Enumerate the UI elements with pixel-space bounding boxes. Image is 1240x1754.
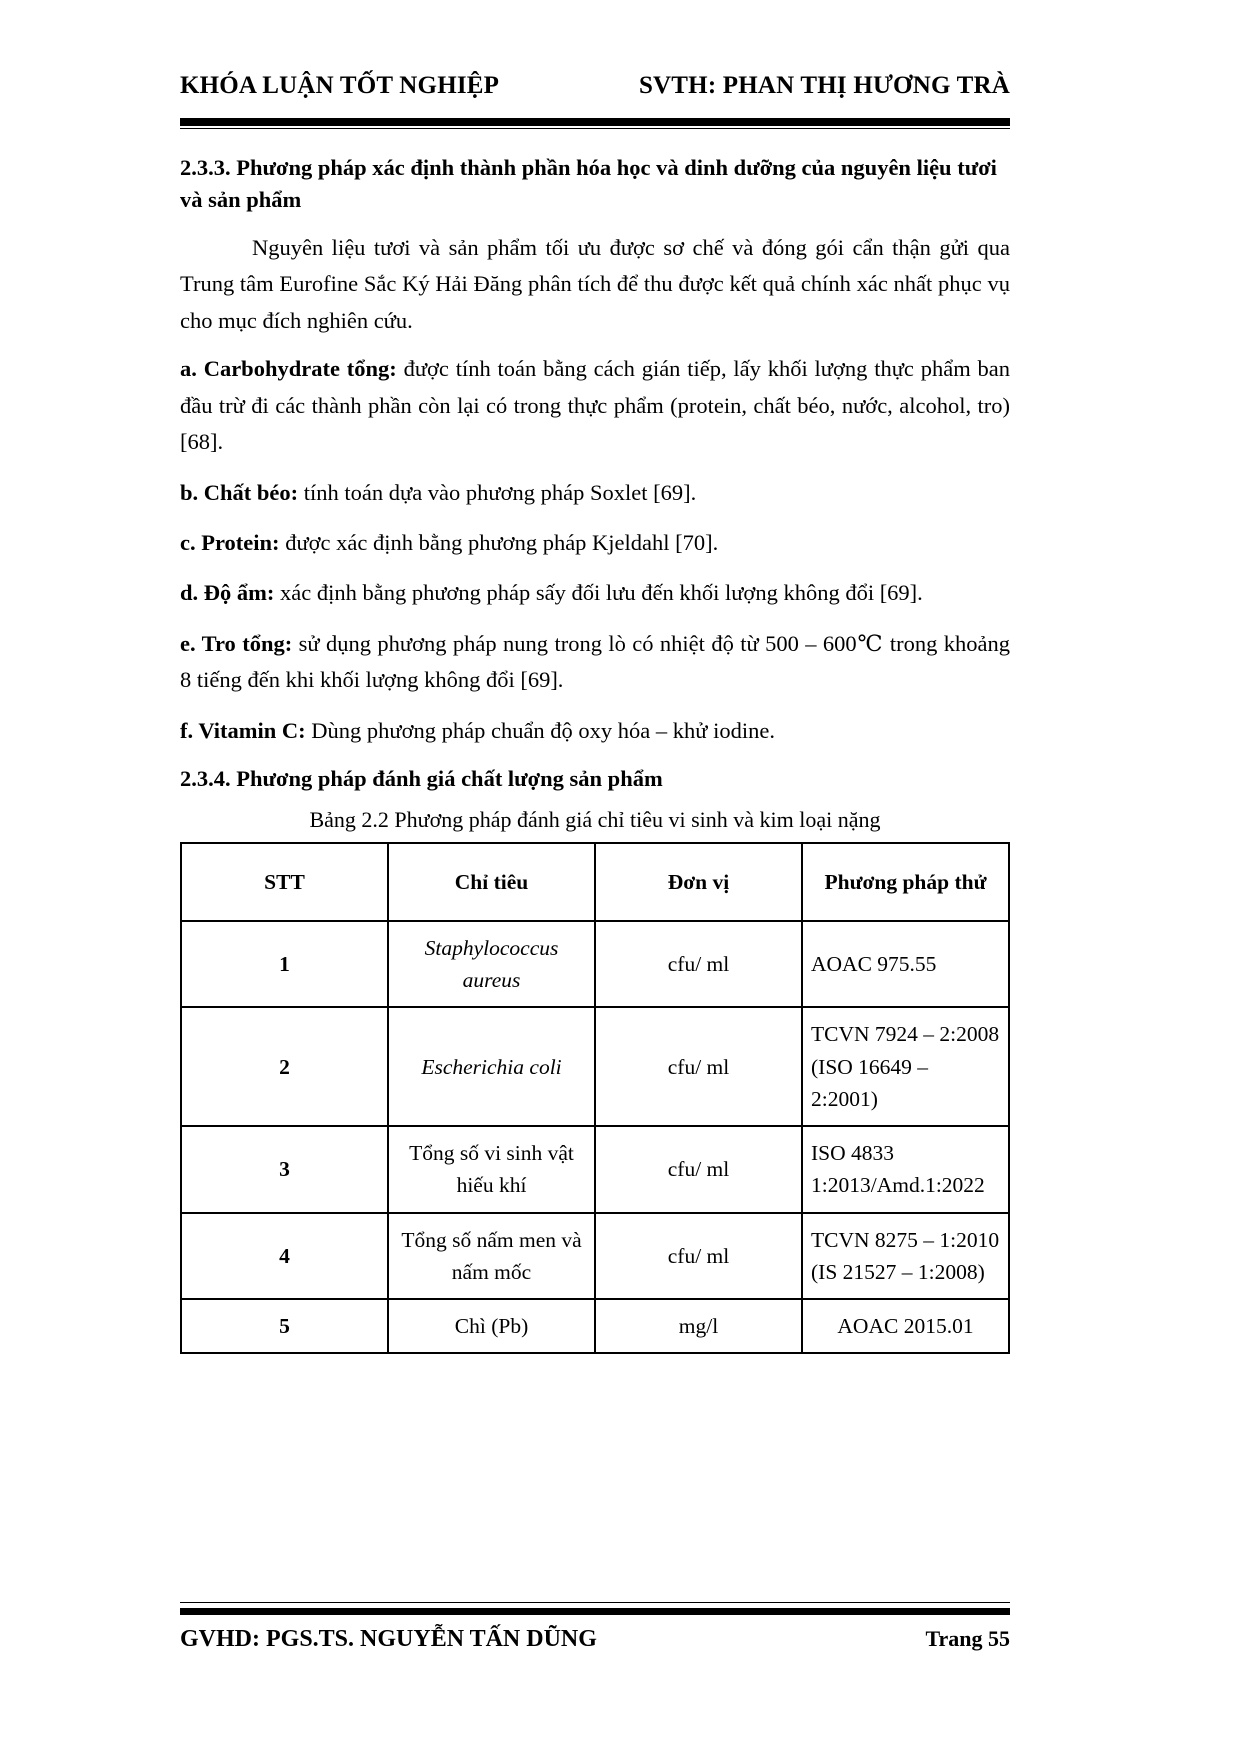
cell-stt: 3 [181,1126,388,1213]
running-header [180,72,1010,100]
cell-stt: 2 [181,1007,388,1126]
cell-method: TCVN 7924 – 2:2008 (ISO 16649 – 2:2001) [802,1007,1009,1126]
item-b-chat-beo [180,475,1010,511]
cell-unit: cfu/ ml [595,921,802,1008]
running-header-right: SVTH: PHAN THỊ HƯƠNG TRÀ [638,72,1010,99]
cell-stt: 5 [181,1299,388,1353]
item-a-label: a. Carbohydrate tổng: [180,356,397,382]
item-b-label: b. Chất béo: [180,479,299,505]
cell-method: ISO 4833 1:2013/Amd.1:2022 [802,1126,1009,1213]
column-header-indicator: Chỉ tiêu [388,843,595,921]
column-header-method: Phương pháp thử [802,843,1009,921]
cell-indicator: Tổng số vi sinh vật hiếu khí [388,1126,595,1213]
cell-method: AOAC 975.55 [802,921,1009,1008]
cell-stt: 1 [181,921,388,1008]
cell-stt: 4 [181,1213,388,1300]
column-header-unit: Đơn vị [595,843,802,921]
cell-unit: mg/l [595,1299,802,1353]
cell-method: TCVN 8275 – 1:2010 (IS 21527 – 1:2008) [802,1213,1009,1300]
item-d-do-am [180,575,1010,611]
footer-rule-thin [180,1602,1010,1603]
cell-indicator: Staphylococcus aureus [388,921,595,1008]
document-body [180,152,1010,1354]
item-e-label: e. Tro tổng: [180,630,293,656]
item-f-label: f. Vitamin C: [180,717,306,743]
item-e-text: sử dụng phương pháp nung trong lò có nhiệt độ từ 500 – 600℃ trong khoảng 8 tiếng đến khi khối lượng không đổi [69]. [180,630,1010,693]
item-a-carbohydrate [180,351,1010,460]
table-caption: Bảng 2.2 Phương pháp đánh giá chỉ tiêu vi sinh và kim loại nặng [309,807,881,833]
column-header-stt: STT [181,843,388,921]
cell-indicator: Tổng số nấm men và nấm mốc [388,1213,595,1300]
item-f-vitamin-c [180,713,1010,749]
item-c-label: c. Protein: [180,529,280,555]
table-row [181,921,1009,1008]
item-c-text: được xác định bằng phương pháp Kjeldahl [70]. [279,529,719,555]
table-row [181,1007,1009,1126]
item-d-label: d. Độ ẩm: [180,580,275,606]
paragraph-intro: Nguyên liệu tươi và sản phẩm tối ưu được sơ chế và đóng gói cẩn thận gửi qua Trung tâm Eurofine Sắc Ký Hải Đăng phân tích để thu được kết quả chính xác nhất phục vụ cho mục đích nghiên cứu. [180,234,1010,333]
item-b-text: tính toán dựa vào phương pháp Soxlet [69]. [298,479,697,505]
item-d-text: xác định bằng phương pháp sấy đối lưu đến khối lượng không đổi [69]. [274,580,923,606]
item-f-text: Dùng phương pháp chuẩn độ oxy hóa – khử iodine. [305,717,775,743]
page-number: Trang 55 [925,1626,1010,1651]
table-row [181,1126,1009,1213]
item-e-tro-tong [180,626,1010,699]
item-c-protein [180,525,1010,561]
cell-indicator: Chì (Pb) [388,1299,595,1353]
item-a-text: được tính toán bằng cách gián tiếp, lấy khối lượng thực phẩm ban đầu trừ đi các thành phần còn lại có trong thực phẩm (protein, chất béo, nước, alcohol, tro) [68]. [180,356,1011,455]
cell-unit: cfu/ ml [595,1126,802,1213]
running-header-left: KHÓA LUẬN TỐT NGHIỆP [180,72,500,99]
running-footer-left: GVHD: PGS.TS. NGUYỄN TẤN DŨNG [180,1626,597,1652]
footer-rule-thick [180,1608,1010,1615]
cell-unit: cfu/ ml [595,1213,802,1300]
running-footer [180,1626,1010,1653]
header-rule-thin [180,128,1010,129]
header-rule-thick [180,118,1010,126]
table-row [181,1299,1009,1353]
table-header-row [181,843,1009,921]
microbiology-table [180,842,1010,1355]
heading-2-3-4: 2.3.4. Phương pháp đánh giá chất lượng sản phẩm [180,766,663,792]
cell-indicator: Escherichia coli [388,1007,595,1126]
table-row [181,1213,1009,1300]
cell-method: AOAC 2015.01 [802,1299,1009,1353]
cell-unit: cfu/ ml [595,1007,802,1126]
heading-2-3-3: 2.3.3. Phương pháp xác định thành phần hóa học và dinh dưỡng của nguyên liệu tươi và sản phẩm [180,155,997,212]
